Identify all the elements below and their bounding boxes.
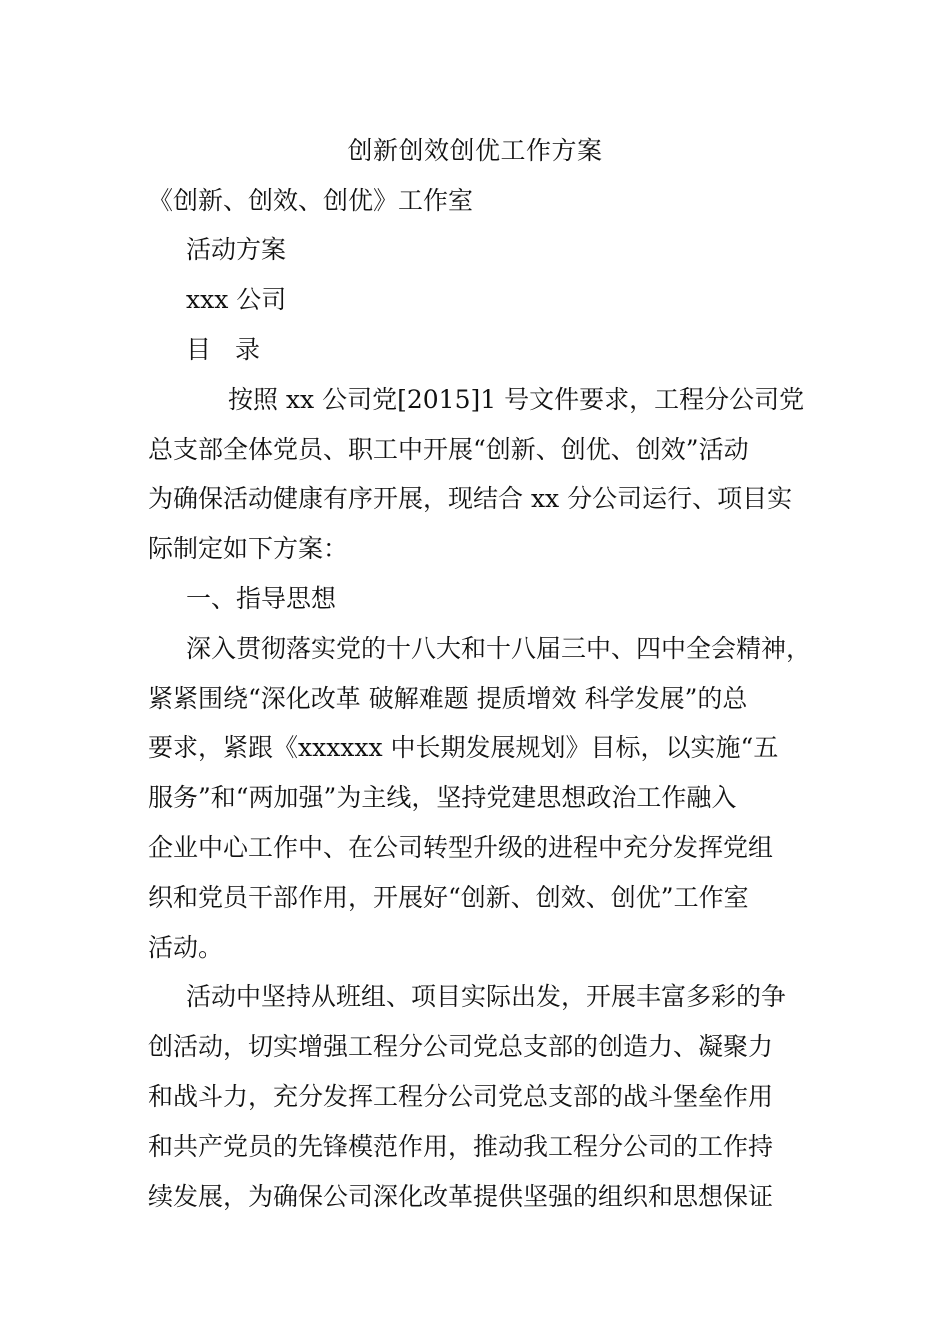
paragraph-line: 活动中坚持从班组、项目实际出发，开展丰富多彩的争 [186,982,787,1011]
paragraph-line: 和战斗力，充分发挥工程分公司党总支部的战斗堡垒作用 [148,1082,774,1111]
paragraph-line: 创活动，切实增强工程分公司党总支部的创造力、凝聚力 [148,1032,774,1061]
paragraph-line: 为确保活动健康有序开展，现结合 xx 分公司运行、项目实 [148,484,793,513]
paragraph-line: 和共产党员的先锋模范作用，推动我工程分公司的工作持 [148,1132,774,1161]
paragraph-line: 紧紧围绕“深化改革 破解难题 提质增效 科学发展”的总 [148,684,748,713]
paragraph-line: 企业中心工作中、在公司转型升级的进程中充分发挥党组 [148,833,774,862]
heading-activity-plan: 活动方案 [186,235,287,264]
paragraph-line: 按照 xx 公司党[2015]1 号文件要求，工程分公司党 [228,385,805,414]
paragraph-line: 活动。 [148,933,224,962]
heading-toc: 目 录 [186,335,268,364]
paragraph-line: 深入贯彻落实党的十八大和十八届三中、四中全会精神， [186,634,812,663]
paragraph-line: 续发展，为确保公司深化改革提供坚强的组织和思想保证 [148,1182,774,1211]
paragraph-line: 服务”和“两加强”为主线，坚持党建思想政治工作融入 [148,783,737,812]
heading-company: xxx 公司 [186,285,287,314]
paragraph-line: 要求，紧跟《xxxxxx 中长期发展规划》目标，以实施“五 [148,733,779,762]
paragraph-line: 际制定如下方案： [148,534,349,563]
paragraph-line: 织和党员干部作用，开展好“创新、创效、创优”工作室 [148,883,749,912]
paragraph-line: 总支部全体党员、职工中开展“创新、创优、创效”活动 [148,435,749,464]
section-heading-guiding-ideology: 一、指导思想 [186,584,337,613]
document-subtitle: 《创新、创效、创优》工作室 [148,186,474,215]
document-title: 创新创效创优工作方案 [347,136,603,165]
